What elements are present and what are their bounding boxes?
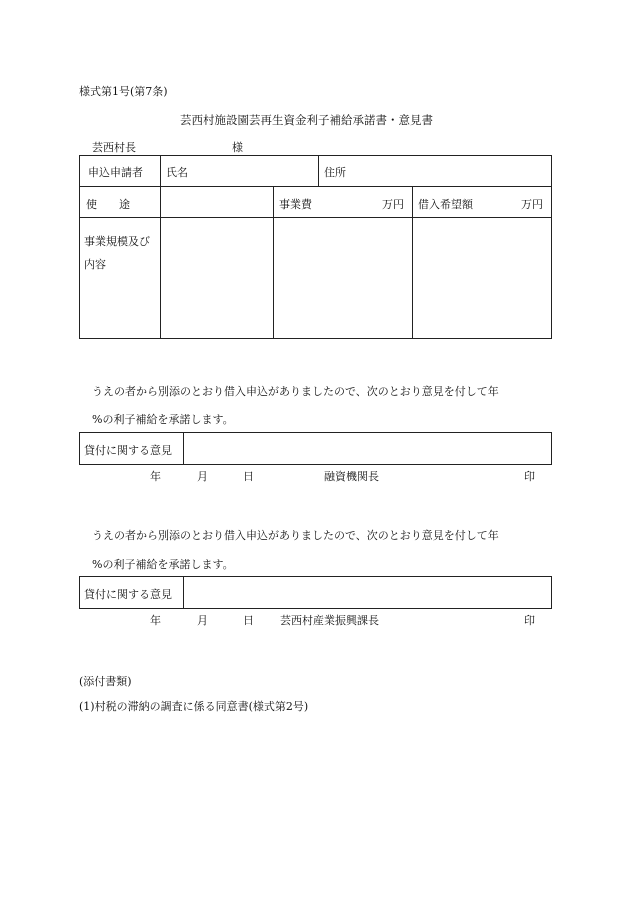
section2-seal: 印 (524, 614, 535, 627)
form-number: 様式第1号(第7条) (79, 85, 168, 98)
section1-opinion-label: 貸付に関する意見 (84, 444, 172, 457)
section1-statement-line2: %の利子補給を承諾します。 (92, 413, 234, 426)
attachments-item1: (1)村税の滞納の調査に係る同意書(様式第2号) (79, 700, 309, 713)
project-cost-label: 事業費 (279, 198, 312, 211)
section2-day: 日 (243, 614, 254, 627)
section1-statement-line1: うえの者から別添のとおり借入申込がありましたので、次のとおり意見を付して年 (92, 385, 499, 398)
applicant-label: 申込申請者 (88, 166, 143, 179)
project-cost-unit: 万円 (382, 198, 404, 211)
scale-label-line1: 事業規模及び (84, 235, 150, 248)
name-label: 氏名 (166, 166, 188, 179)
section2-opinion-label: 貸付に関する意見 (84, 588, 172, 601)
addressee-name: 芸西村長 (92, 141, 136, 154)
section1-signer: 融資機関長 (324, 470, 379, 483)
address-label: 住所 (324, 166, 346, 179)
loan-amount-unit: 万円 (521, 198, 543, 211)
attachments-heading: (添付書類) (79, 675, 132, 688)
use-label: 使 途 (86, 198, 130, 211)
section2-month: 月 (197, 614, 208, 627)
section1-year: 年 (150, 470, 161, 483)
section1-seal: 印 (524, 470, 535, 483)
scale-label-line2: 内容 (84, 258, 106, 271)
section1-day: 日 (243, 470, 254, 483)
document-title: 芸西村施設園芸再生資金利子補給承諾書・意見書 (180, 113, 433, 127)
addressee-honorific: 様 (232, 141, 243, 154)
section1-month: 月 (197, 470, 208, 483)
section2-year: 年 (150, 614, 161, 627)
section2-statement-line2: %の利子補給を承諾します。 (92, 558, 234, 571)
section2-signer: 芸西村産業振興課長 (280, 614, 379, 627)
section2-statement-line1: うえの者から別添のとおり借入申込がありましたので、次のとおり意見を付して年 (92, 529, 499, 542)
loan-amount-label: 借入希望額 (418, 198, 473, 211)
